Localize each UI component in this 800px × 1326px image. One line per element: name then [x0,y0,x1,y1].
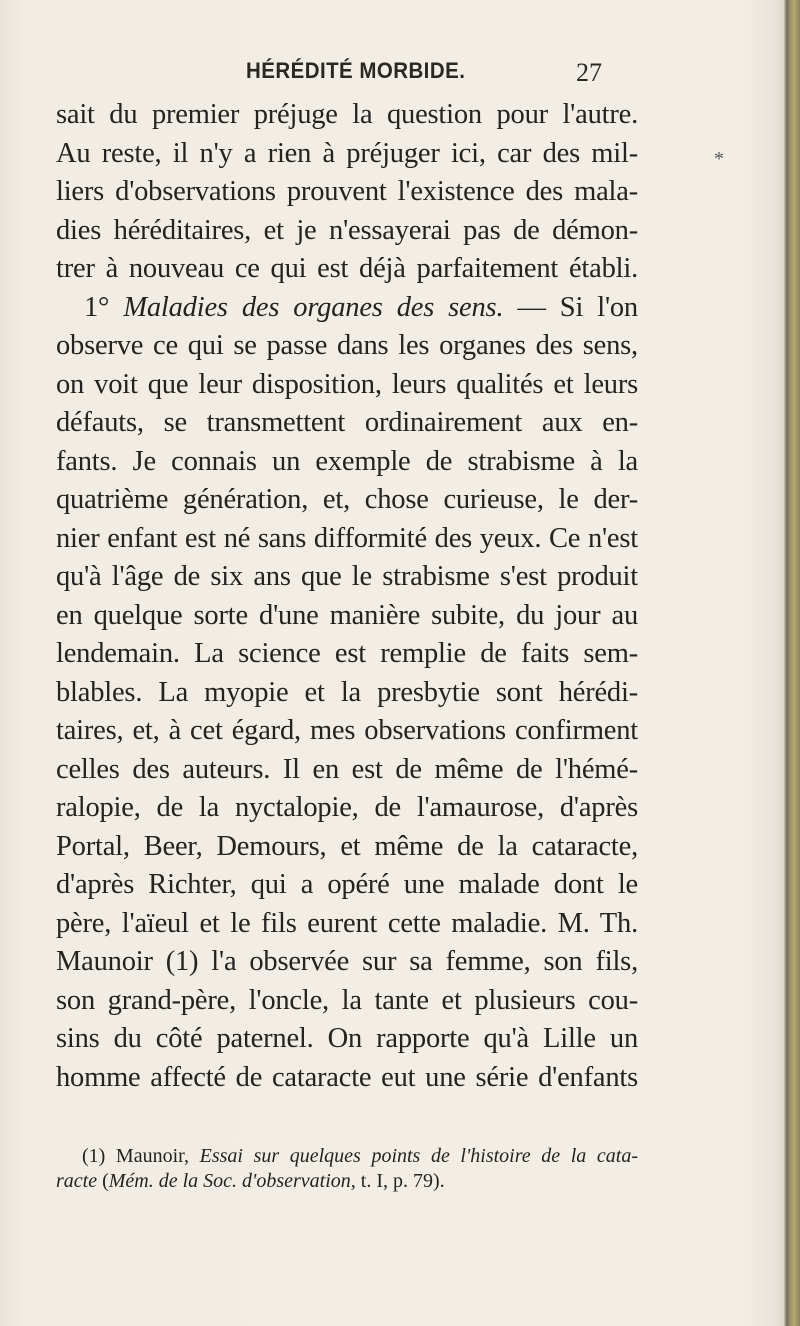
text-line: ralopie, de la nyctalopie, de l'amaurose, d'après [56,792,638,823]
text-line: dies héréditaires, et je n'essayerai pas de démon- [56,214,638,246]
text-line: quatrième génération, et, chose curieuse, le der- [56,484,638,515]
text-line: observe ce qui se passe dans les organes des sens, [56,330,638,361]
text-line: qu'à l'âge de six ans que le strabisme s'est produit [56,561,638,592]
text-line: nier enfant est né sans difformité des yeux. Ce n'est [56,522,638,554]
text-line: celles des auteurs. Il en est de même de l'hémé- [56,753,638,785]
text-line: en quelque sorte d'une manière subite, du jour au [56,599,638,631]
text-line: Au reste, il n'y a rien à préjuger ici, car des mil- [56,137,638,169]
footnote-source-open: ( [102,1170,109,1192]
running-title: HÉRÉDITÉ MORBIDE. [246,58,466,83]
page-number: 27 [576,58,602,87]
margin-mark: * [714,148,724,170]
footnote-line [56,1169,638,1194]
text-line: lendemain. La science est remplie de faits sem- [56,638,638,669]
footnote-source-rest: t. I, p. 79). [360,1170,445,1192]
text-line: Portal, Beer, Demours, et même de la cataracte, [56,830,638,862]
text-line: son grand-père, l'oncle, la tante et plusieurs cou- [56,984,638,1016]
footnote-title-end: racte [56,1170,98,1192]
footnote-ref: (1) Maunoir, [82,1145,190,1167]
page-edge [784,0,800,1326]
text-line: fants. Je connais un exemple de strabisme à la [56,445,638,477]
footnote-source-title: Mém. de la Soc. d'observation, [108,1170,356,1192]
text-line: liers d'observations prouvent l'existence des mala- [56,176,638,207]
footnote-title: Essai sur quelques points de l'histoire de la cata- [199,1145,638,1167]
text-line: défauts, se transmettent ordinairement aux en- [56,407,638,438]
footnote-line [56,1144,638,1169]
running-head [0,58,800,88]
body-text [56,96,638,1097]
text-line: homme affecté de cataracte eut une série d'enfants [56,1061,638,1093]
text-line: d'après Richter, qui a opéré une malade dont le [56,869,638,900]
section-number: 1° [84,291,110,323]
text-line: trer à nouveau ce qui est déjà parfaitement établi. [56,253,638,284]
section-heading-rest: — Si l'on [517,291,638,323]
text-line: blables. La myopie et la presbytie sont hérédi- [56,676,638,708]
text-line: père, l'aïeul et le fils eurent cette maladie. M. Th. [56,907,638,939]
section-heading-line [56,289,638,328]
text-line: sins du côté paternel. On rapporte qu'à Lille un [56,1023,638,1054]
text-line: Maunoir (1) l'a observée sur sa femme, son fils, [56,946,638,977]
text-line: on voit que leur disposition, leurs qualités et leurs [56,368,638,400]
footnote [56,1144,638,1194]
section-heading: Maladies des organes des sens. [123,291,504,323]
text-line: sait du premier préjuge la question pour l'autre. [56,99,638,130]
text-line: taires, et, à cet égard, mes observations confirment [56,715,638,746]
